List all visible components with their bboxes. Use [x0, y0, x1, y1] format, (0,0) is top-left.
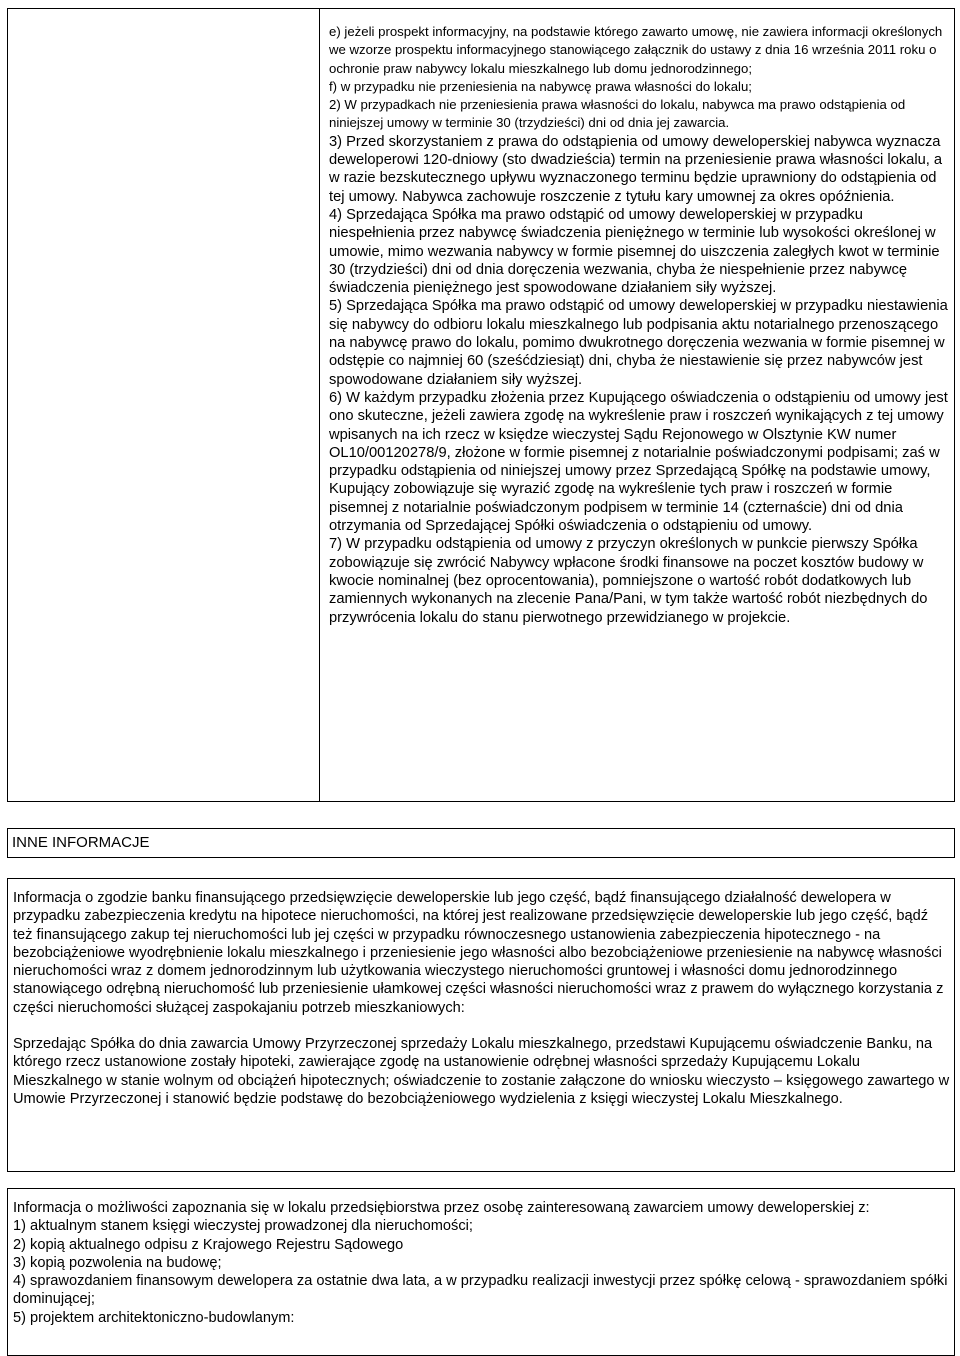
item-6: 6) W każdym przypadku złożenia przez Kupującego oświadczenia o odstąpieniu od umowy jest ono skuteczne, jeżeli zawiera zgodę na wykreślenie praw i roszczeń wynikających z tej umowy wpisanych na ich rzecz w księdze wieczystej Sądu Rejonowego w Olsztynie KW numer OL10/00120278/9, złożone w formie pisemnej z notarialnie poświadczonymi podpisami; zaś w przypadku odstąpienia od niniejszej umowy przez Sprzedającą Spółkę na podstawie umowy, Kupujący zobowiązuje się wyrazić zgodę na wykreślenie tych praw i roszczeń w formie pisemnej z notarialnie poświadczonym podpisem w terminie 14 (czternaście) dni od dnia otrzymania od Sprzedającej Spółki oświadczenia o odstąpieniu od umowy. — [329, 389, 948, 535]
bank-consent-text — [13, 889, 950, 1108]
bank-paragraph-2: Sprzedając Spółka do dnia zawarcia Umowy Przyrzeczonej sprzedaży Lokalu mieszkalnego, przedstawi Kupującemu oświadczenie Banku, na którego rzecz ustanowione zostały hipoteki, zawierające zgodę na ustanowienie odrębnej własności sprzedaży Kupującemu Lokalu Mieszkalnego w stanie wolnym od obciążeń hipotecznych; oświadczenie to zostanie załączone do wniosku wieczysto – księgowego zawartego w Umowie Przyrzeczonej i stanowić będzie podstawę do bezobciążeniowego wydzielenia z księgi wieczystej Lokalu Mieszkalnego. — [13, 1036, 950, 1107]
document-inspection-text — [13, 1199, 950, 1327]
document-inspection-box — [7, 1188, 955, 1356]
item-3: 3) Przed skorzystaniem z prawa do odstąpienia od umowy deweloperskiej nabywca wyznacza deweloperowi 120-dniowy (sto dwadzieścia) termin na przeniesienie prawa własności lokalu, a w razie bezskutecznego upływu wyznaczonego terminu będzie uprawniony do odstąpienia od tej umowy. Nabywca zachowuje roszczenie z tytułu kary umownej za okres opóźnienia. — [329, 133, 943, 205]
item-f: f) w przypadku nie przeniesienia na nabywcę prawa własności do lokalu; — [329, 78, 752, 94]
inspection-list — [13, 1217, 950, 1327]
list-item: 3) kopią pozwolenia na budowę; — [13, 1254, 222, 1271]
list-item: 2) kopią aktualnego odpisu z Krajowego Rejestru Sądowego — [13, 1236, 404, 1253]
item-7: 7) W przypadku odstąpienia od umowy z przyczyn określonych w punkcie pierwszy Spółka zobowiązuje się zwrócić Nabywcy wpłacone środki finansowe na poczet kosztów budowy w kwocie nominalnej (bez oprocentowania), pomniejszone o wartość robót dodatkowych lub zamiennych wykonanych na zlecenie Pana/Pani, w tym także wartość robót niezbędnych do przywrócenia lokalu do stanu pierwotnego przewidzianego w projekcie. — [329, 536, 928, 626]
list-item: 4) sprawozdaniem finansowym dewelopera za ostatnie dwa lata, a w przypadku realizacji inwestycji przez spółkę celową - sprawozdaniem spółki dominującej; — [13, 1273, 948, 1308]
inspection-intro: Informacja o możliwości zapoznania się w lokalu przedsiębiorstwa przez osobę zainteresowaną zawarciem umowy deweloperskiej z: — [13, 1200, 870, 1216]
paragraph-gap — [13, 1017, 950, 1035]
item-e: e) jeżeli prospekt informacyjny, na podstawie którego zawarto umowę, nie zawiera informacji określonych we wzorze prospektu informacyjnego stanowiącego załącznik do ustawy z dnia 16 września 2011 roku o ochronie praw nabywcy lokalu mieszkalnego lub domu jednorodzinnego; — [329, 24, 943, 76]
item-5: 5) Sprzedająca Spółka ma prawo odstąpić od umowy deweloperskiej w przypadku niestawienia się nabywcy do odbioru lokalu mieszkalnego lub podpisania aktu notarialnego przenoszącego na nabywcę prawo do lokalu, pomimo dwukrotnego doręczenia wezwania w formie pisemnej w odstępie co najmniej 60 (sześćdziesiąt) dni, chyba że niestawienie się przez nabywców jest spowodowane działaniem siły wyższej. — [329, 298, 948, 388]
withdrawal-terms-table — [7, 8, 955, 802]
item-4: 4) Sprzedająca Spółka ma prawo odstąpić od umowy deweloperskiej w przypadku niespełnienia przez nabywcę świadczenia pieniężnego w terminie lub wysokości określonej w umowie, mimo wezwania nabywcy w formie pisemnej do uiszczenia zaległych kwot w terminie 30 (trzydzieści) dni od dnia doręczenia wezwania, chyba że niespełnienie przez nabywcę świadczenia pieniężnego jest spowodowane działaniem siły wyższej. — [329, 206, 940, 297]
section-title: INNE INFORMACJE — [12, 834, 150, 851]
list-item: 1) aktualnym stanem księgi wieczystej prowadzonej dla nieruchomości; — [13, 1218, 473, 1235]
withdrawal-terms-text — [329, 23, 948, 627]
bank-paragraph-1: Informacja o zgodzie banku finansującego przedsięwzięcie deweloperskie lub jego część, bądź finansującego działalność dewelopera w przypadku zabezpieczenia kredytu na hipotece nieruchomości, na której jest realizowane przedsięwzięcie deweloperskie lub jego część, bądź też finansującego zakup tej nieruchomości lub jej części w przypadku równoczesnego ustanowienia zabezpieczenia hipotecznego - na bezobciążeniowe wyodrębnienie lokalu mieszkalnego i przeniesienie jego własności albo bezobciążeniowe przeniesienie na nabywcę własności nieruchomości wraz z domem jednorodzinnym lub użytkowania wieczystego nieruchomości gruntowej i własności domu jednorodzinnego stanowiącego odrębną nieruchomość lub przeniesienie ułamkowej części własności nieruchomości wraz z prawem do wyłącznego korzystania z części nieruchomości służącej zaspokajaniu potrzeb mieszkaniowych: — [13, 890, 944, 1016]
inne-informacje-header — [7, 828, 955, 858]
empty-label-cell — [8, 9, 320, 801]
list-item: 5) projektem architektoniczno-budowlanym: — [13, 1309, 295, 1326]
bank-consent-box — [7, 878, 955, 1172]
item-2: 2) W przypadkach nie przeniesienia prawa własności do lokalu, nabywca ma prawo odstąpienia od niniejszej umowy w terminie 30 (trzydzieści) dni od dnia jej zawarcia. — [329, 97, 906, 131]
